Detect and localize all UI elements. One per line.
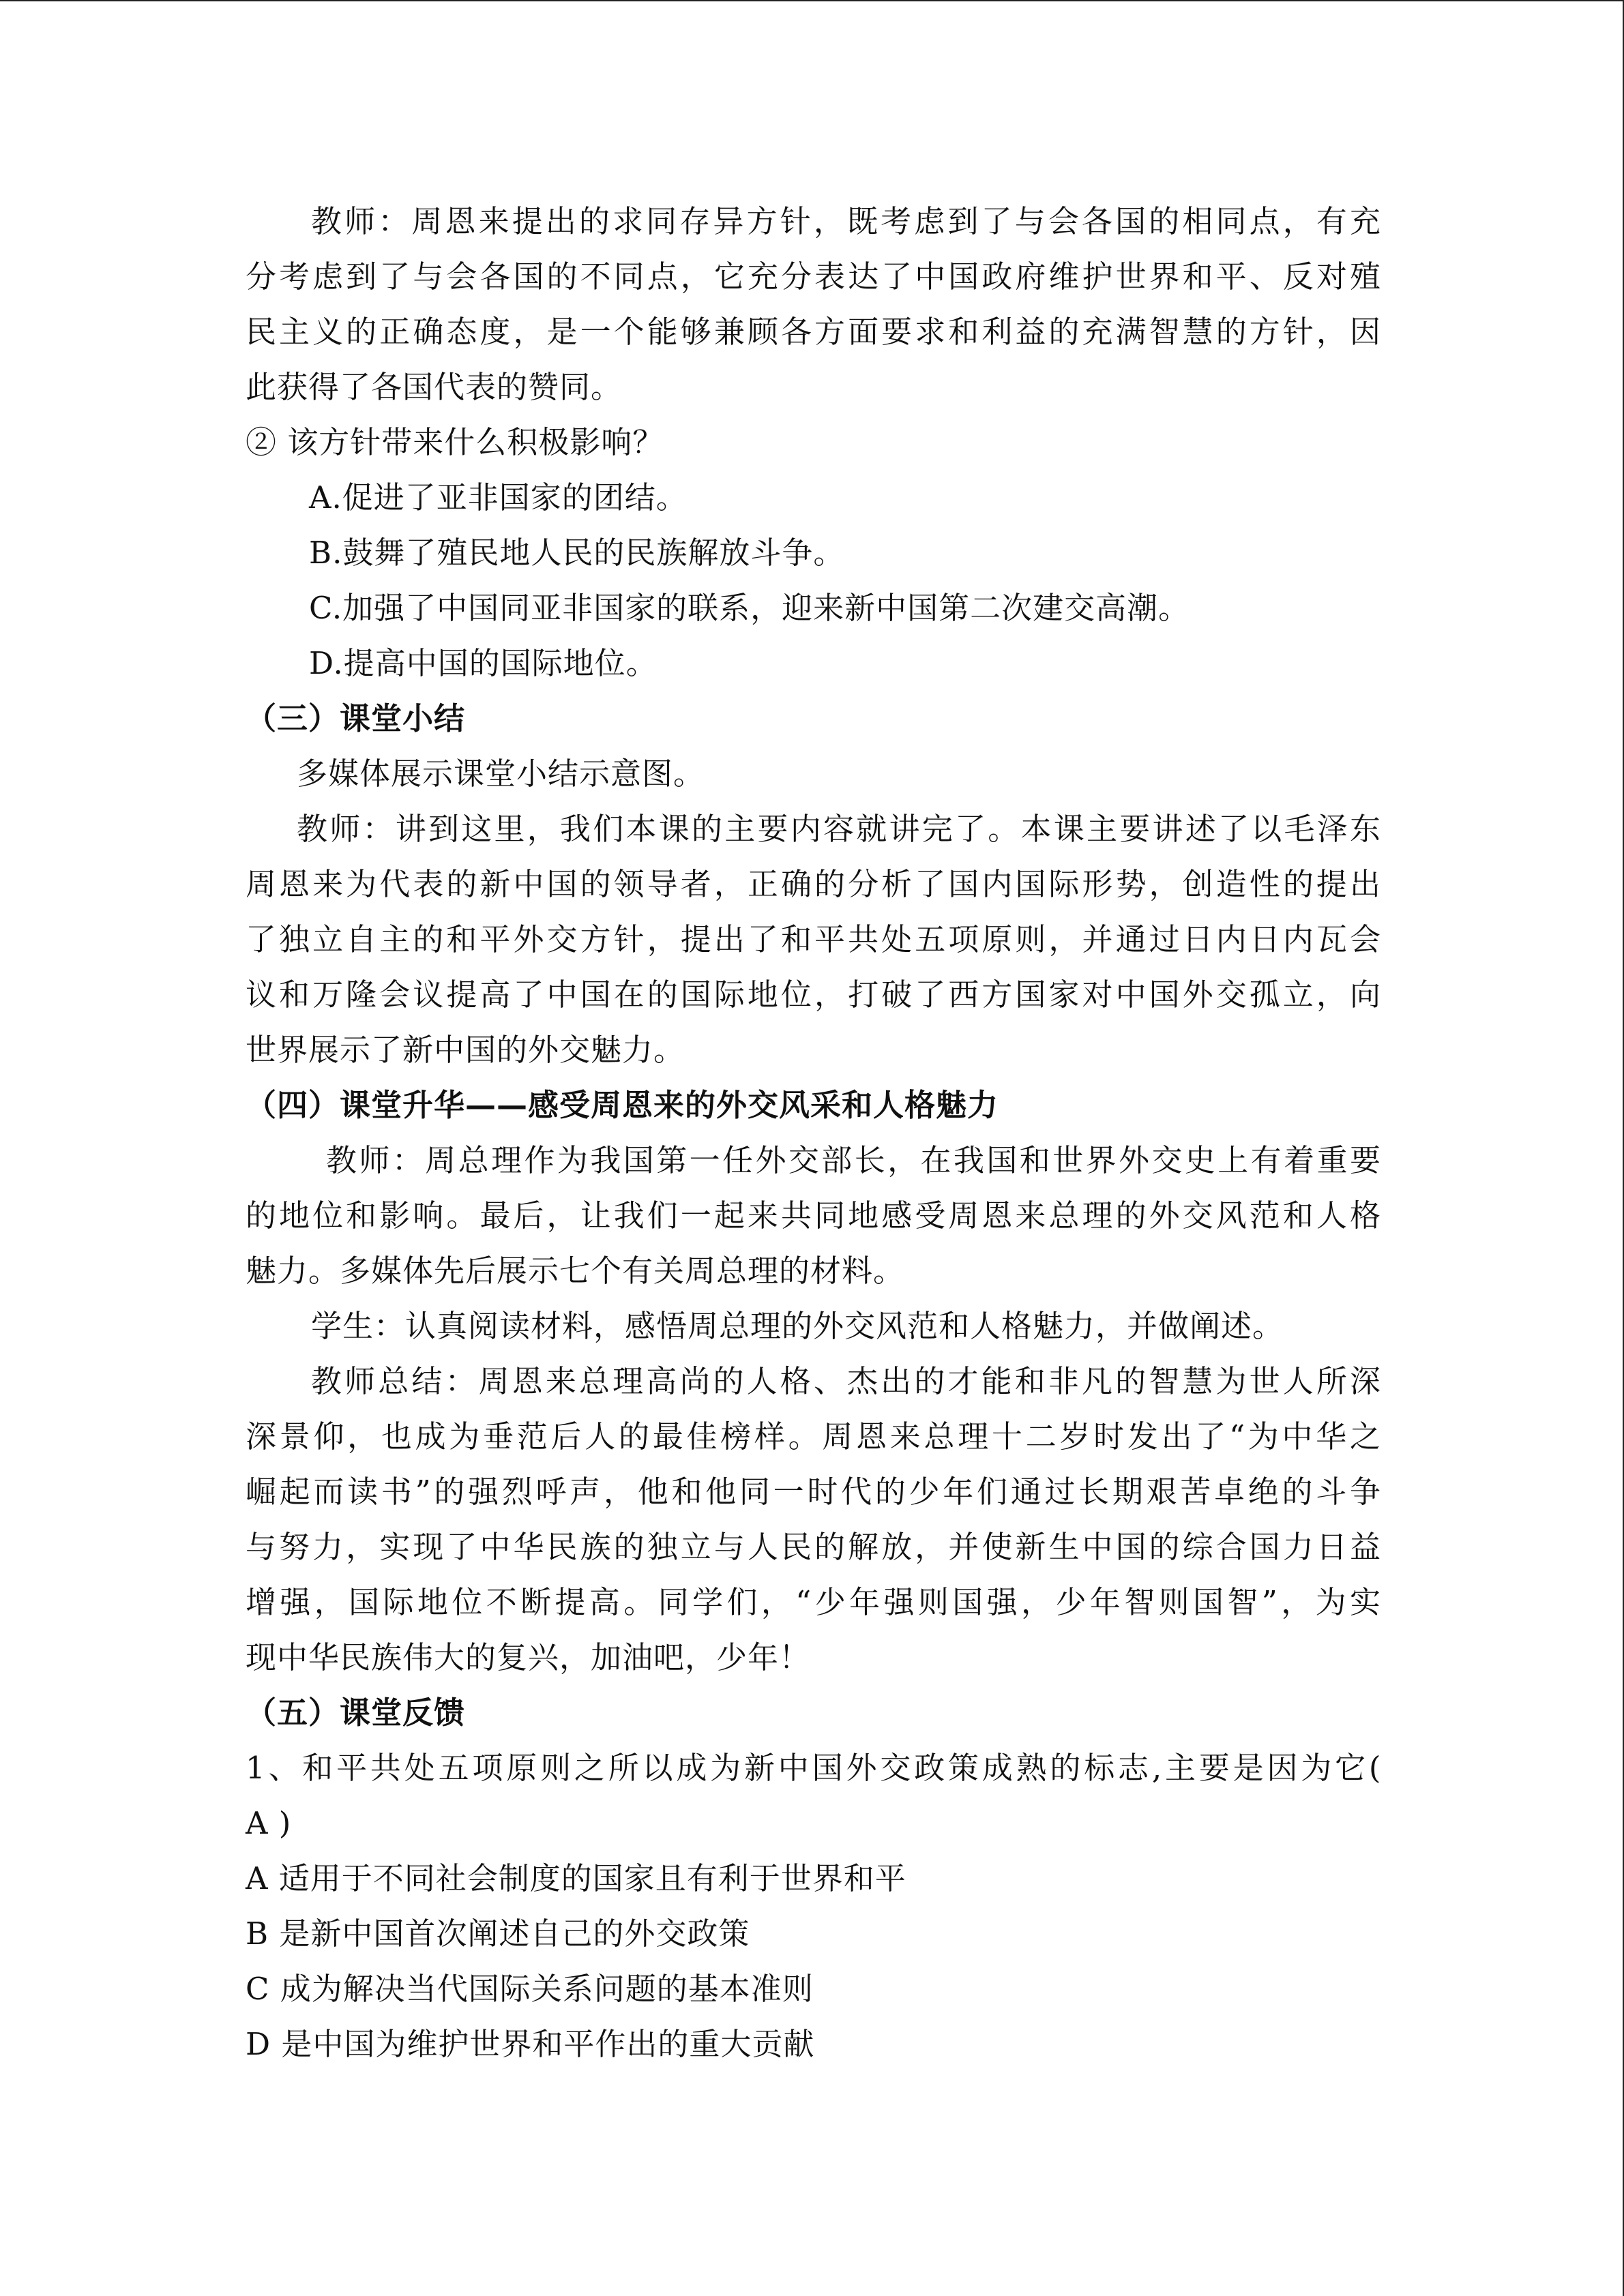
feedback-question: 1、和平共处五项原则之所以成为新中国外交政策成熟的标志,主要是因为它( bbox=[246, 1750, 1381, 1786]
section-heading: （三）课堂小结 bbox=[246, 700, 466, 736]
paragraph-line: 现中华民族伟大的复兴，加油吧，少年！ bbox=[246, 1639, 811, 1675]
paragraph-line: 世界展示了新中国的外交魅力。 bbox=[246, 1032, 685, 1068]
feedback-option: A 适用于不同社会制度的国家且有利于世界和平 bbox=[246, 1860, 906, 1896]
paragraph-line: 增强，国际地位不断提高。同学们，“少年强则国强，少年智则国智”，为实 bbox=[246, 1584, 1381, 1620]
answer-option: A.促进了亚非国家的团结。 bbox=[309, 479, 688, 516]
answer-option: B.鼓舞了殖民地人民的民族解放斗争。 bbox=[309, 535, 845, 571]
paragraph-line: 教师：周恩来提出的求同存异方针，既考虑到了与会各国的相同点，有充 bbox=[311, 203, 1381, 239]
section-heading: （五）课堂反馈 bbox=[246, 1695, 466, 1731]
paragraph-line: 分考虑到了与会各国的不同点，它充分表达了中国政府维护世界和平、反对殖 bbox=[246, 258, 1381, 295]
paragraph-line: 崛起而读书”的强烈呼声，他和他同一时代的少年们通过长期艰苦卓绝的斗争 bbox=[246, 1474, 1381, 1510]
paragraph-line: 议和万隆会议提高了中国在的国际地位，打破了西方国家对中国外交孤立，向 bbox=[246, 976, 1381, 1013]
paragraph-line: 此获得了各国代表的赞同。 bbox=[246, 369, 623, 405]
paragraph-line: 教师：讲到这里，我们本课的主要内容就讲完了。本课主要讲述了以毛泽东 bbox=[297, 811, 1381, 847]
paragraph-line: 周恩来为代表的新中国的领导者，正确的分析了国内国际形势，创造性的提出 bbox=[246, 866, 1381, 902]
paragraph-line: 教师：周总理作为我国第一任外交部长，在我国和世界外交史上有着重要 bbox=[326, 1142, 1381, 1178]
feedback-question-answer: A ) bbox=[246, 1805, 292, 1841]
paragraph-line: 与努力，实现了中华民族的独立与人民的解放，并使新生中国的综合国力日益 bbox=[246, 1529, 1381, 1565]
paragraph-line: 深景仰，也成为垂范后人的最佳榜样。周恩来总理十二岁时发出了“为中华之 bbox=[246, 1418, 1381, 1455]
feedback-option: B 是新中国首次阐述自己的外交政策 bbox=[246, 1915, 750, 1952]
paragraph-line: 了独立自主的和平外交方针，提出了和平共处五项原则，并通过日内日内瓦会 bbox=[246, 921, 1381, 957]
answer-option: C.加强了中国同亚非国家的联系，迎来新中国第二次建交高潮。 bbox=[309, 590, 1190, 626]
question-heading: ② 该方针带来什么积极影响？ bbox=[246, 424, 664, 460]
answer-option: D.提高中国的国际地位。 bbox=[309, 645, 658, 681]
section-heading: （四）课堂升华——感受周恩来的外交风采和人格魅力 bbox=[246, 1087, 999, 1123]
paragraph-line: 教师总结：周恩来总理高尚的人格、杰出的才能和非凡的智慧为世人所深 bbox=[311, 1363, 1381, 1399]
paragraph-line: 魅力。多媒体先后展示七个有关周总理的材料。 bbox=[246, 1253, 905, 1289]
paragraph-line: 多媒体展示课堂小结示意图。 bbox=[297, 756, 705, 792]
feedback-option: D 是中国为维护世界和平作出的重大贡献 bbox=[246, 2026, 815, 2062]
paragraph-line: 民主义的正确态度，是一个能够兼顾各方面要求和利益的充满智慧的方针，因 bbox=[246, 314, 1381, 350]
paragraph-line: 学生：认真阅读材料，感悟周总理的外交风范和人格魅力，并做阐述。 bbox=[311, 1308, 1284, 1344]
feedback-option: C 成为解决当代国际关系问题的基本准则 bbox=[246, 1971, 814, 2007]
paragraph-line: 的地位和影响。最后，让我们一起来共同地感受周恩来总理的外交风范和人格 bbox=[246, 1197, 1381, 1234]
